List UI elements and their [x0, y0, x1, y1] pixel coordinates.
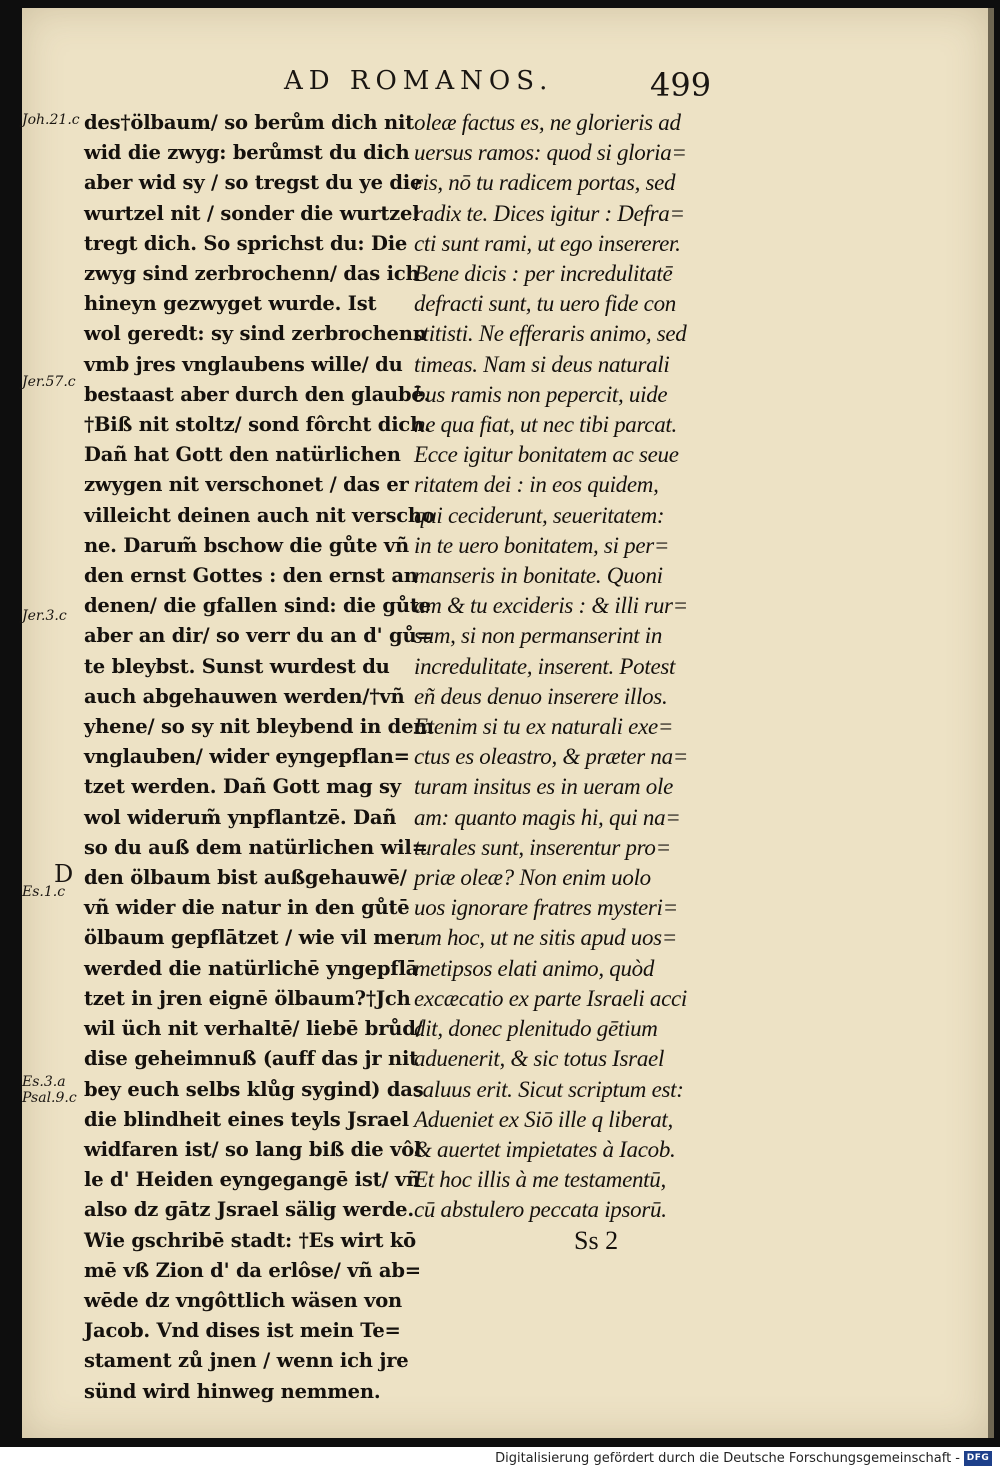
text-line: Bene dicis : per incredulitatē [414, 261, 673, 287]
text-line: Et hoc illis à me testamentū, [414, 1167, 666, 1193]
text-line: sum, si non permanserint in [414, 623, 663, 649]
footer-credit: Digitalisierung gefördert durch die Deutsche Forschungsgemeinschaft - [495, 1451, 960, 1466]
text-line: excæcatio ex parte Israeli acci [414, 985, 687, 1011]
text-line: timeas. Nam si deus naturali [414, 351, 670, 377]
text-line: vnglauben/ wider eyngepflan= [84, 745, 410, 769]
text-line: wol widerum̃ ynpflantzē. Dañ [84, 805, 397, 829]
text-line: ritatem dei : in eos quidem, [414, 472, 659, 498]
text-line: yhene/ so sy nit bleybend in dem [84, 715, 434, 739]
text-line: tzet in jren eignē ölbaum?†Jch [84, 986, 411, 1010]
text-line: sünd wird hinweg nemmen. [84, 1379, 381, 1403]
german-text-column [84, 108, 435, 1407]
text-line: am & tu excideris : & illi rur= [414, 593, 688, 619]
text-line: wil üch nit verhaltē/ liebē brůd/ [84, 1017, 423, 1041]
text-line: stitisti. Ne efferaris animo, sed [414, 321, 687, 347]
text-line: cū abstulero peccata ipsorū. [414, 1197, 667, 1223]
margin-note: Es.1.c [22, 884, 66, 900]
text-line: mē vß Zion d' da erlôse/ vñ ab= [84, 1258, 421, 1282]
text-line: stament zů jnen / wenn ich jre [84, 1349, 409, 1373]
text-line: Wie gschribē stadt: †Es wirt kō [84, 1228, 416, 1252]
footer-bar [0, 1447, 1000, 1472]
text-line: te bleybst. Sunst wurdest du [84, 654, 390, 678]
text-line: wurtzel nit / sonder die wurtzel [84, 201, 420, 225]
dfg-logo: DFG [964, 1451, 992, 1466]
text-line: Etenim si tu ex naturali exe= [414, 714, 674, 740]
text-line: des†ölbaum/ so berům dich nit [84, 111, 414, 134]
text-line: wol geredt: sy sind zerbrochenn [84, 322, 427, 346]
text-line: †Biß nit stoltz/ sond fôrcht dich. [84, 413, 431, 437]
text-line: um hoc, ut ne sitis apud uos= [414, 925, 678, 951]
text-line: dise geheimnuß (auff das jr nit [84, 1047, 418, 1071]
text-line: Ecce igitur bonitatem ac seue [414, 442, 679, 468]
text-line: metipsos elati animo, quòd [414, 955, 655, 981]
text-line: bey euch selbs klůg sygind) das [84, 1077, 424, 1101]
text-line: eñ deus denuo inserere illos. [414, 683, 668, 709]
text-line: defracti sunt, tu uero fide con [414, 291, 676, 317]
text-line: Adueniet ex Siō ille q liberat, [414, 1106, 673, 1132]
text-line: radix te. Dices igitur : Defra= [414, 200, 685, 226]
text-line: dit, donec plenitudo gētium [414, 1016, 658, 1042]
text-line: Jacob. Vnd dises ist mein Te= [84, 1319, 401, 1343]
text-line: bus ramis non pepercit, uide [414, 381, 668, 407]
text-line: ölbaum gepflātzet / wie vil mer [84, 926, 417, 950]
signature-mark: Ss 2 [574, 1226, 619, 1255]
margin-note: Es.3.a Psal.9.c [22, 1074, 77, 1106]
text-line: villeicht deinen auch nit verscho [84, 503, 435, 527]
text-line: turam insitus es in ueram ole [414, 774, 673, 800]
text-line: vmb jres vnglaubens wille/ du [84, 352, 403, 376]
page-number: 499 [650, 66, 712, 104]
text-line: widfaren ist/ so lang biß die vôl [84, 1137, 422, 1161]
text-line: le d' Heiden eyngegangē ist/ vñ [84, 1168, 421, 1192]
book-page [22, 8, 994, 1438]
text-line: incredulitate, inserent. Potest [414, 653, 676, 679]
text-line: denen/ die gfallen sind: die gůte [84, 594, 431, 618]
text-line: cti sunt rami, ut ego insererer. [414, 230, 681, 256]
text-line: ctus es oleastro, & præter na= [414, 744, 688, 770]
text-line: ne qua fiat, ut nec tibi parcat. [414, 412, 677, 438]
text-line: turales sunt, inserentur pro= [414, 834, 671, 860]
text-line: oleæ factus es, ne glorieris ad [414, 110, 681, 135]
text-line: vñ wider die natur in den gůtē [84, 896, 410, 920]
text-line: also dz gātz Jsrael sälig werde. [84, 1198, 414, 1222]
margin-note: Joh.21.c [22, 112, 80, 128]
text-line: aber an dir/ so verr du an d' gů= [84, 624, 433, 648]
text-line: wid die zwyg: berůmst du dich [84, 141, 410, 165]
text-line: so du auß dem natürlichen wil= [84, 835, 428, 859]
margin-note: Jer.57.c [22, 374, 76, 390]
text-line: den ernst Gottes : den ernst an [84, 564, 418, 588]
text-line: ris, nō tu radicem portas, sed [414, 170, 676, 196]
text-line: manseris in bonitate. Quoni [414, 563, 663, 589]
text-line: ne. Darum̃ bschow die gůte vñ [84, 533, 409, 557]
text-line: Dañ hat Gott den natürlichen [84, 443, 401, 467]
text-line: den ölbaum bist außgehauwē/ [84, 866, 407, 890]
running-head: AD ROMANOS. [284, 66, 554, 96]
text-line: zwygen nit verschonet / das er [84, 473, 409, 497]
text-line: wēde dz vngôttlich wäsen von [84, 1288, 403, 1312]
text-line: auch abgehauwen werden/†vñ [84, 684, 405, 708]
text-line: in te uero bonitatem, si per= [414, 532, 670, 558]
margin-note: Jer.3.c [22, 608, 67, 624]
text-line: qui ceciderunt, seueritatem: [414, 502, 665, 528]
section-letter: D [54, 860, 74, 888]
text-line: uos ignorare fratres mysteri= [414, 895, 678, 921]
text-line: tregt dich. So sprichst du: Die [84, 231, 408, 255]
text-line: uersus ramos: quod si gloria= [414, 140, 687, 166]
text-line: die blindheit eines teyls Jsrael [84, 1107, 409, 1131]
text-line: aduenerit, & sic totus Israel [414, 1046, 665, 1072]
text-line: priæ oleæ? Non enim uolo [414, 865, 651, 891]
text-line: tzet werden. Dañ Gott mag sy [84, 775, 401, 799]
latin-text-column [414, 108, 744, 1226]
text-line: am: quanto magis hi, qui na= [414, 804, 681, 830]
text-line: bestaast aber durch den glaubē. [84, 382, 431, 406]
text-line: aber wid sy / so tregst du ye die [84, 171, 423, 195]
text-line: zwyg sind zerbrochenn/ das ich [84, 262, 420, 286]
text-line: werded die natürlichē yngepflā [84, 956, 419, 980]
text-line: saluus erit. Sicut scriptum est: [414, 1076, 684, 1102]
text-line: hineyn gezwyget wurde. Ist [84, 292, 377, 316]
text-line: & auertet impietates à Iacob. [414, 1136, 676, 1162]
